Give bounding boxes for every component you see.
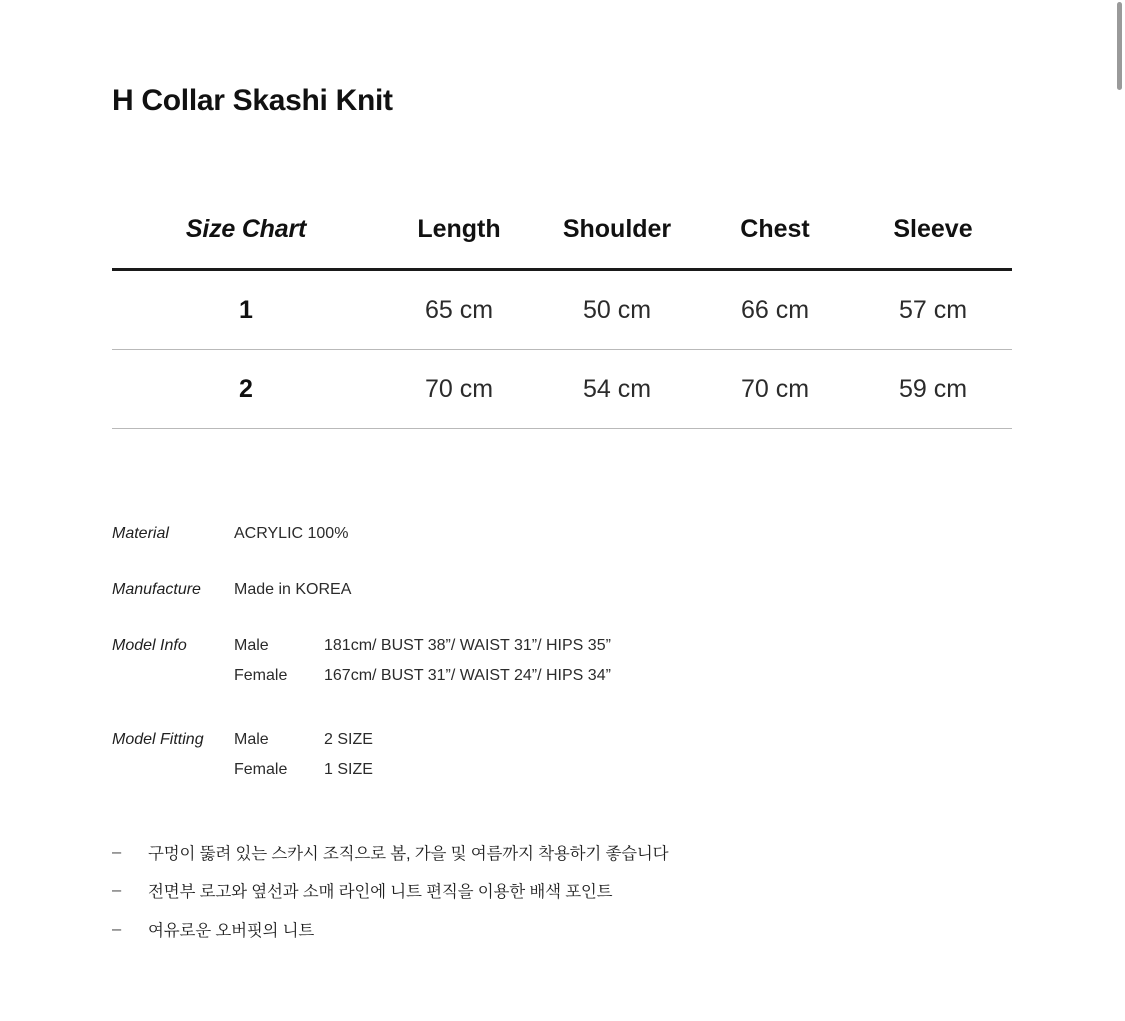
column-header-shoulder: Shoulder bbox=[562, 214, 672, 243]
column-header-chest: Chest bbox=[740, 214, 810, 243]
spec-model-fitting-male-label: Male bbox=[234, 731, 269, 748]
size-chart-header bbox=[112, 190, 1012, 270]
size-row-chest: 70 cm bbox=[740, 374, 810, 403]
spec-model-info-male bbox=[234, 637, 611, 655]
product-notes bbox=[112, 843, 1012, 942]
size-row-chest: 66 cm bbox=[740, 295, 810, 324]
spec-manufacture-value: Made in KOREA bbox=[234, 581, 352, 598]
spec-list bbox=[112, 525, 1012, 779]
spec-model-info-female bbox=[234, 667, 611, 685]
note-text: 구멍이 뚫려 있는 스카시 조직으로 봄, 가을 및 여름까지 착용하기 좋습니다 bbox=[148, 845, 669, 863]
size-row-shoulder: 54 cm bbox=[582, 374, 652, 403]
column-header-length: Length bbox=[417, 214, 501, 243]
size-row-length: 65 cm bbox=[424, 295, 494, 324]
list-item bbox=[112, 881, 1012, 903]
note-text: 여유로운 오버핏의 니트 bbox=[148, 921, 315, 940]
spec-model-fitting-male bbox=[234, 731, 373, 749]
size-row-label: 2 bbox=[239, 374, 253, 403]
size-row-sleeve: 57 cm bbox=[898, 295, 968, 324]
size-chart-body bbox=[112, 270, 1012, 429]
table-row bbox=[112, 350, 1012, 429]
size-row-length: 70 cm bbox=[424, 374, 494, 403]
spec-model-info-female-label: Female bbox=[234, 667, 288, 684]
spec-model-fitting-female-value: 1 SIZE bbox=[324, 761, 373, 778]
size-row-label: 1 bbox=[239, 295, 253, 324]
scrollbar-thumb[interactable] bbox=[1117, 2, 1122, 90]
spec-model-info-label: Model Info bbox=[112, 637, 187, 654]
page-scrollbar[interactable] bbox=[1113, 0, 1125, 1021]
spec-model-fitting-male-value: 2 SIZE bbox=[324, 731, 373, 748]
column-header-sleeve: Sleeve bbox=[893, 214, 973, 243]
spec-material bbox=[112, 525, 1012, 543]
spec-material-label: Material bbox=[112, 525, 169, 542]
spec-manufacture bbox=[112, 581, 1012, 599]
bullet-dash-icon: – bbox=[112, 919, 122, 938]
spec-material-value: ACRYLIC 100% bbox=[234, 525, 349, 542]
table-row bbox=[112, 270, 1012, 350]
page-title: H Collar Skashi Knit bbox=[112, 84, 393, 117]
note-text: 전면부 로고와 옆선과 소매 라인에 니트 편직을 이용한 배색 포인트 bbox=[148, 883, 613, 902]
table-header-row bbox=[112, 190, 1012, 270]
spec-model-fitting-label: Model Fitting bbox=[112, 731, 204, 748]
spec-model-info-male-label: Male bbox=[234, 637, 269, 654]
spec-model-info-lines bbox=[234, 637, 611, 685]
size-chart-label-header: Size Chart bbox=[185, 214, 307, 243]
bullet-dash-icon: – bbox=[112, 881, 122, 900]
spec-model-fitting bbox=[112, 731, 1012, 779]
spec-model-info-male-value: 181cm/ BUST 38”/ WAIST 31”/ HIPS 35” bbox=[324, 637, 611, 654]
spec-model-info-female-value: 167cm/ BUST 31”/ WAIST 24”/ HIPS 34” bbox=[324, 667, 611, 684]
spec-model-info bbox=[112, 637, 1012, 685]
bullet-dash-icon: – bbox=[112, 843, 122, 861]
size-chart-table bbox=[112, 190, 1012, 429]
spec-model-fitting-lines bbox=[234, 731, 373, 779]
size-row-shoulder: 50 cm bbox=[582, 295, 652, 324]
list-item bbox=[112, 920, 1012, 942]
list-item bbox=[112, 843, 1012, 865]
size-row-sleeve: 59 cm bbox=[898, 374, 968, 403]
spec-model-fitting-female-label: Female bbox=[234, 761, 288, 778]
spec-model-fitting-female bbox=[234, 761, 373, 779]
spec-manufacture-label: Manufacture bbox=[112, 581, 201, 598]
